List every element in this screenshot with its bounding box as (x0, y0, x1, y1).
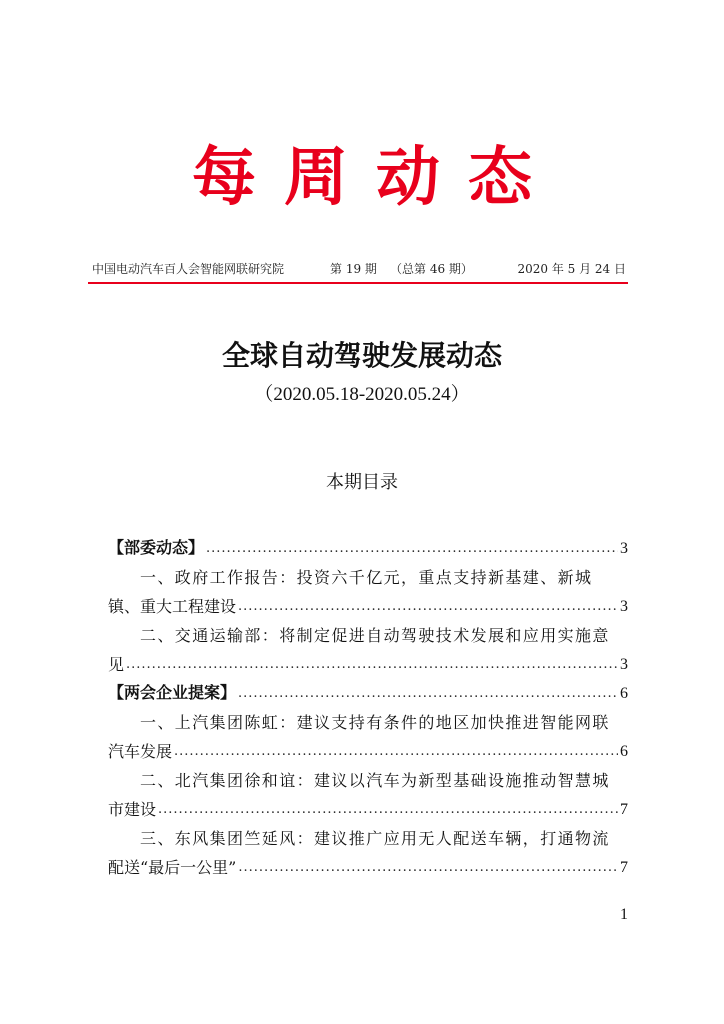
toc-entry-line: 镇、重大工程建设 (108, 597, 237, 616)
toc-leader (238, 592, 618, 621)
toc-page-number: 6 (620, 685, 628, 702)
toc-page-number: 7 (620, 859, 628, 876)
toc-entry[interactable] (108, 563, 628, 621)
toc-page-number: 6 (620, 743, 628, 760)
masthead-title: 每周动态 (192, 140, 560, 215)
toc-entry[interactable] (108, 766, 628, 824)
document-title: 全球自动驾驶发展动态 (221, 339, 502, 372)
toc-entry-line: 二、交通运输部：将制定促进自动驾驶技术发展和应用实施意 (140, 626, 610, 645)
toc-section-ministry[interactable] (108, 534, 628, 563)
issue-date: 2020 年 5 月 24 日 (517, 262, 626, 276)
toc-entry-line: 一、上汽集团陈虹：建议支持有条件的地区加快推进智能网联 (140, 713, 610, 732)
toc-page-number: 7 (620, 801, 628, 818)
toc-leader (158, 795, 618, 824)
toc-section-label: 【两会企业提案】 (108, 685, 237, 702)
total-issue-number: （总第 46 期） (390, 262, 473, 276)
date-range: （2020.05.18-2020.05.24） (254, 384, 470, 405)
toc-heading: 本期目录 (326, 472, 398, 492)
toc-entry-line: 一、政府工作报告：投资六千亿元，重点支持新基建、新城 (140, 568, 593, 587)
toc-page-number: 3 (620, 598, 628, 615)
page-number: 1 (620, 906, 628, 923)
issuing-organization: 中国电动汽车百人会智能网联研究院 (92, 262, 285, 276)
header-rule (88, 282, 628, 284)
toc-page-number: 3 (620, 540, 628, 557)
toc-entry-line: 二、北汽集团徐和谊：建议以汽车为新型基础设施推动智慧城 (140, 771, 610, 790)
toc-entry[interactable] (108, 621, 628, 679)
toc-page-number: 3 (620, 656, 628, 673)
toc-entry-line: 市建设 (108, 800, 157, 819)
toc-entry[interactable] (108, 708, 628, 766)
toc-entry-line: 三、东风集团竺延风：建议推广应用无人配送车辆，打通物流 (140, 829, 610, 848)
toc-section-label: 【部委动态】 (108, 540, 205, 557)
toc-leader (238, 679, 618, 708)
toc-entry-line: 见 (108, 655, 125, 674)
toc-section-enterprise-proposals[interactable] (108, 679, 628, 708)
issue-number: 第 19 期 (330, 262, 377, 276)
toc-leader (206, 534, 618, 563)
toc-leader (238, 853, 618, 882)
toc-leader (174, 737, 618, 766)
issue-bar (92, 260, 626, 280)
toc-entry-line: 汽车发展 (108, 742, 173, 761)
toc-entry-line: 配送“最后一公里” (108, 858, 237, 877)
toc-leader (126, 650, 618, 679)
table-of-contents (108, 534, 628, 882)
toc-entry[interactable] (108, 824, 628, 882)
